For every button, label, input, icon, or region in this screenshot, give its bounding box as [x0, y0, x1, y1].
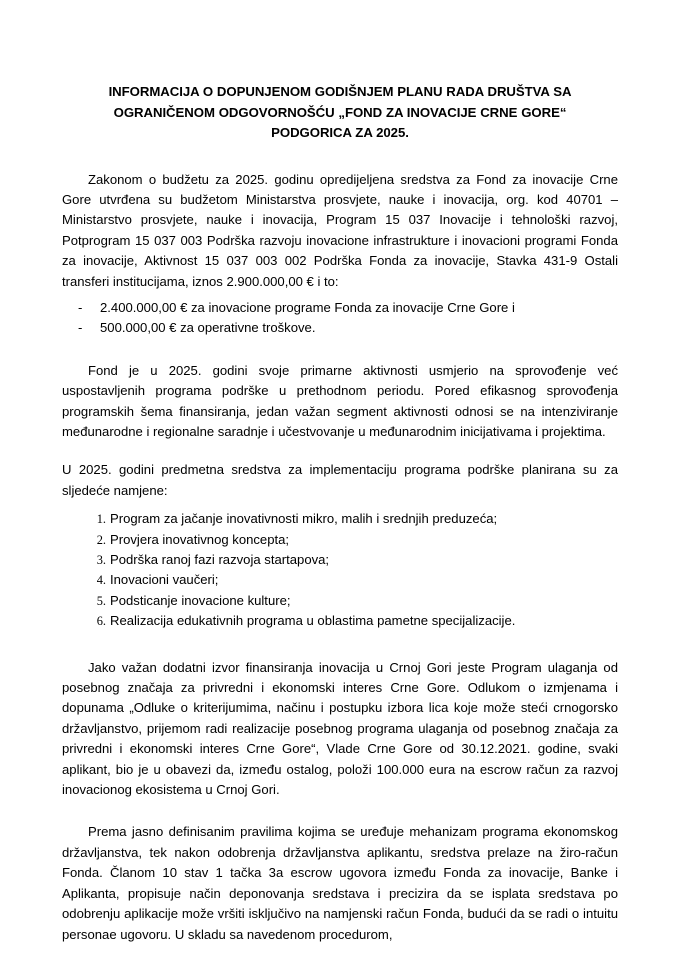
list-item-label: 2.400.000,00 € za inovacione programe Fonda za inovacije Crne Gore i	[100, 299, 515, 315]
list-item	[62, 550, 618, 570]
paragraph-budget-law: Zakonom o budžetu za 2025. godinu opredijeljena sredstva za Fond za inovacije Crne Gore utvrđena su budžetom Ministarstva prosvjete, nauke i inovacija, org. kod 40701 – Ministarstvo prosvjete, nauke i inovacija, Program 15 037 Inovacije i tehnološki razvoj, Potprogram 15 037 003 Podrška razvoju inovacione infrastrukture i inovacioni programi Fonda za inovacije, Aktivnost 15 037 003 002 Podrška Fonda za inovacije, Stavka 431-9 Ostali transferi institucijama, iznos 2.900.000,00 € i to:	[62, 171, 618, 289]
page-title	[62, 0, 618, 144]
page-title-line-2: OGRANIČENOM ODGOVORNOŠĆU „FOND ZA INOVACIJE CRNE GORE“	[113, 104, 567, 120]
paragraph-investment-program: Jako važan dodatni izvor finansiranja inovacija u Crnoj Gori jeste Program ulaganja od posebnog značaja za privredni i ekonomski interes Crne Gore. Odlukom o izmjenama i dopunama „Odluke o kriterijumima, načinu i postupku izbora lica koje može steći crnogorsko državljanstvo, prijemom radi realizacije posebnog programa ulaganja od posebnog značaja za privredni i ekonomski interes Crne Gore“, Vlade Crne Gore od 30.12.2021. godine, svaki aplikant, bio je u obavezi da, između ostalog, položi 100.000 eura na escrow račun za razvoj inovacionog ekosistema u Crnoj Gori.	[62, 659, 618, 798]
list-item-label: Provjera inovativnog koncepta;	[110, 531, 290, 547]
list-item-label: Realizacija edukativnih programa u oblastima pametne specijalizacije.	[110, 613, 516, 629]
list-item	[62, 509, 618, 529]
list-item	[62, 591, 618, 611]
list-item-label: Inovacioni vaučeri;	[110, 572, 219, 588]
paragraph-fund-activities: Fond je u 2025. godini svoje primarne aktivnosti usmjerio na sprovođenje već uspostavljenih programa podrške u prethodnom periodu. Pored efikasnog sprovođenja programskih šema finansiranja, jedan važan segment aktivnosti odnosi se na intenziviranje međunarodne i regionalne saradnje i učestvovanje u međunarodnim inicijativama i projektima.	[62, 362, 618, 439]
number-marker: 2.	[96, 532, 106, 547]
dash-marker: -	[78, 299, 83, 315]
paragraph-purposes-intro: U 2025. godini predmetna sredstva za implementaciju programa podrške planirana su za sljedeće namjene:	[62, 462, 618, 498]
page-title-line-1: INFORMACIJA O DOPUNJENOM GODIŠNJEM PLANU RADA DRUŠTVA SA	[108, 84, 572, 99]
list-item	[62, 298, 618, 318]
page-title-line-3: PODGORICA ZA 2025.	[271, 125, 409, 140]
list-item-label: Podrška ranoj fazi razvoja startapova;	[110, 552, 330, 567]
list-item	[62, 570, 618, 590]
list-item-label: 500.000,00 € za operativne troškove.	[100, 320, 316, 336]
list-item-label: Program za jačanje inovativnosti mikro, malih i srednjih preduzeća;	[110, 511, 498, 527]
list-item	[62, 318, 618, 338]
number-marker: 4.	[96, 573, 106, 588]
number-marker: 5.	[96, 593, 106, 608]
paragraph-escrow-procedure: Prema jasno definisanim pravilima kojima se uređuje mehanizam programa ekonomskog državljanstva, tek nakon odobrenja državljanstva aplikantu, sredstva prelaze na žiro-račun Fonda. Članom 10 stav 1 tačka 3a escrow ugovora između Fonda za inovacije, Banke i Aplikanta, propisuje način deponovanja sredstava i precizira da se isplata sredstava po odobrenju aplikacije može vršiti isključivo na namjenski račun Fonda, budući da se radi o intuitu personae ugovoru. U skladu sa navedenom procedurom,	[62, 824, 618, 942]
number-marker: 3.	[96, 553, 106, 567]
list-item	[62, 530, 618, 550]
number-marker: 6.	[96, 614, 106, 629]
purpose-list	[62, 509, 618, 631]
document-content	[62, 0, 618, 945]
allocation-list	[62, 298, 618, 339]
number-marker: 1.	[96, 512, 106, 527]
dash-marker: -	[78, 320, 83, 336]
list-item-label: Podsticanje inovacione kulture;	[110, 592, 291, 608]
list-item	[62, 611, 618, 631]
